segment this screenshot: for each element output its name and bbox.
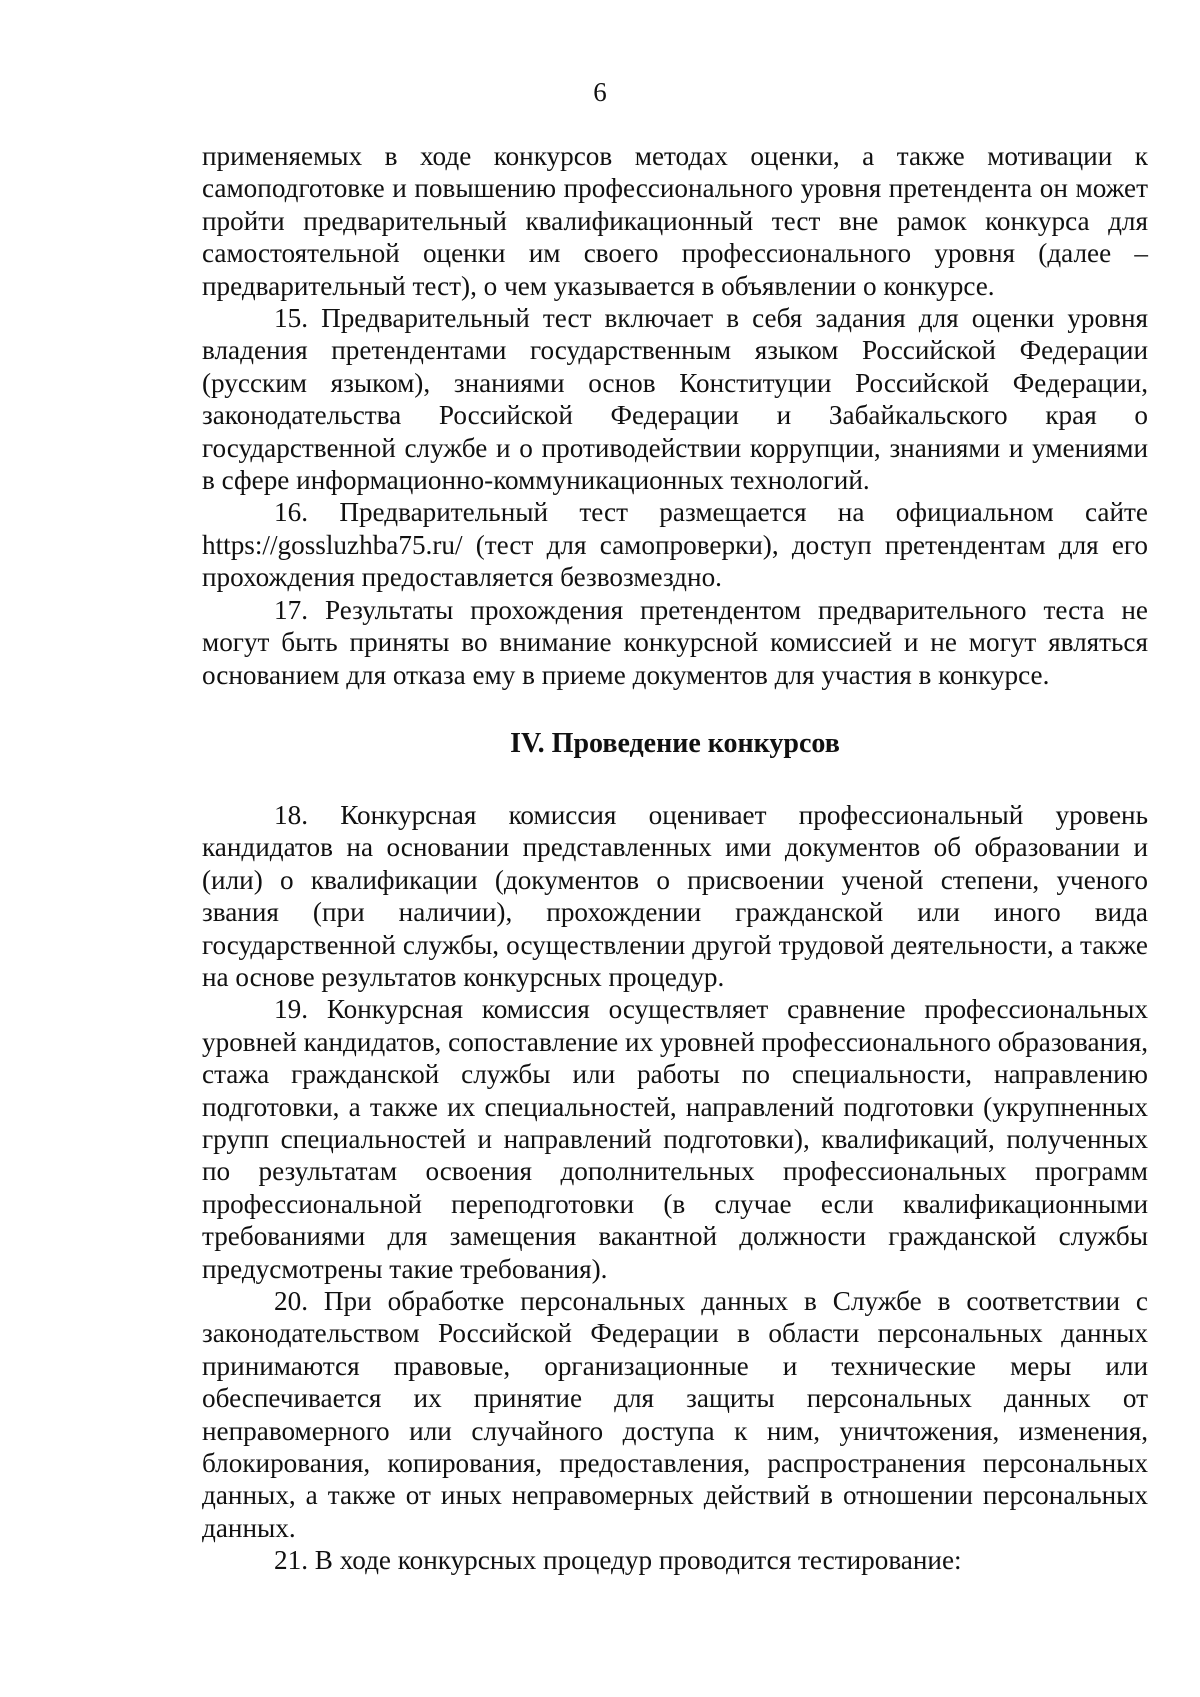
paragraph-19: 19. Конкурсная комиссия осуществляет сравнение профессиональных уровней кандидатов, сопоставление их уровней профессионального образования, стажа гражданской службы или работы по специальности, направлению подготовки, а также их специальностей, направлений подготовки (укрупненных групп специальностей и направлений подготовки), квалификаций, полученных по результатам освоения дополнительных профессиональных программ профессиональной переподготовки (в случае если квалификационными требованиями для замещения вакантной должности гражданской службы предусмотрены такие требования). <box>202 994 1148 1284</box>
paragraph-18: 18. Конкурсная комиссия оценивает профессиональный уровень кандидатов на основании представленных ими документов об образовании и (или) о квалификации (документов о присвоении ученой степени, ученого звания (при наличии), прохождении гражданской или иного вида государственной службы, осуществлении другой трудовой деятельности, а также на основе результатов конкурсных процедур. <box>202 799 1148 992</box>
section-heading: IV. Проведение конкурсов <box>510 727 840 759</box>
paragraph-15: 15. Предварительный тест включает в себя задания для оценки уровня владения претендентами государственным языком Российской Федерации (русским языком), знаниями основ Конституции Российской Федерации, законодательства Российской Федерации и Забайкальского края о государственной службе и о противодействии коррупции, знаниями и умениями в сфере информационно-коммуникационных технологий. <box>202 303 1148 496</box>
paragraph-20: 20. При обработке персональных данных в Службе в соответствии с законодательством Российской Федерации в области персональных данных принимаются правовые, организационные и технические меры или обеспечивается их принятие для защиты персональных данных от неправомерного или случайного доступа к ним, уничтожения, изменения, блокирования, копирования, предоставления, распространения персональных данных, а также от иных неправомерных действий в отношении персональных данных. <box>202 1286 1148 1543</box>
paragraphs-after-heading <box>202 799 1148 1577</box>
paragraph-21: 21. В ходе конкурсных процедур проводится тестирование: <box>274 1545 962 1576</box>
paragraphs-before-heading <box>202 140 1148 691</box>
paragraph-continuation: применяемых в ходе конкурсов методах оценки, а также мотивации к самоподготовке и повышению профессионального уровня претендента он может пройти предварительный квалификационный тест вне рамок конкурса для самостоятельной оценки им своего профессионального уровня (далее – предварительный тест), о чем указывается в объявлении о конкурсе. <box>202 141 1148 301</box>
paragraph-17: 17. Результаты прохождения претендентом предварительного теста не могут быть приняты во внимание конкурсной комиссией и не могут являться основанием для отказа ему в приеме документов для участия в конкурсе. <box>202 594 1148 690</box>
page-number: 6 <box>593 77 607 107</box>
paragraph-16: 16. Предварительный тест размещается на официальном сайте https://gossluzhba75.ru/ (тест для самопроверки), доступ претендентам для его прохождения предоставляется безвозмездно. <box>202 497 1148 593</box>
document-body <box>202 140 1148 1577</box>
